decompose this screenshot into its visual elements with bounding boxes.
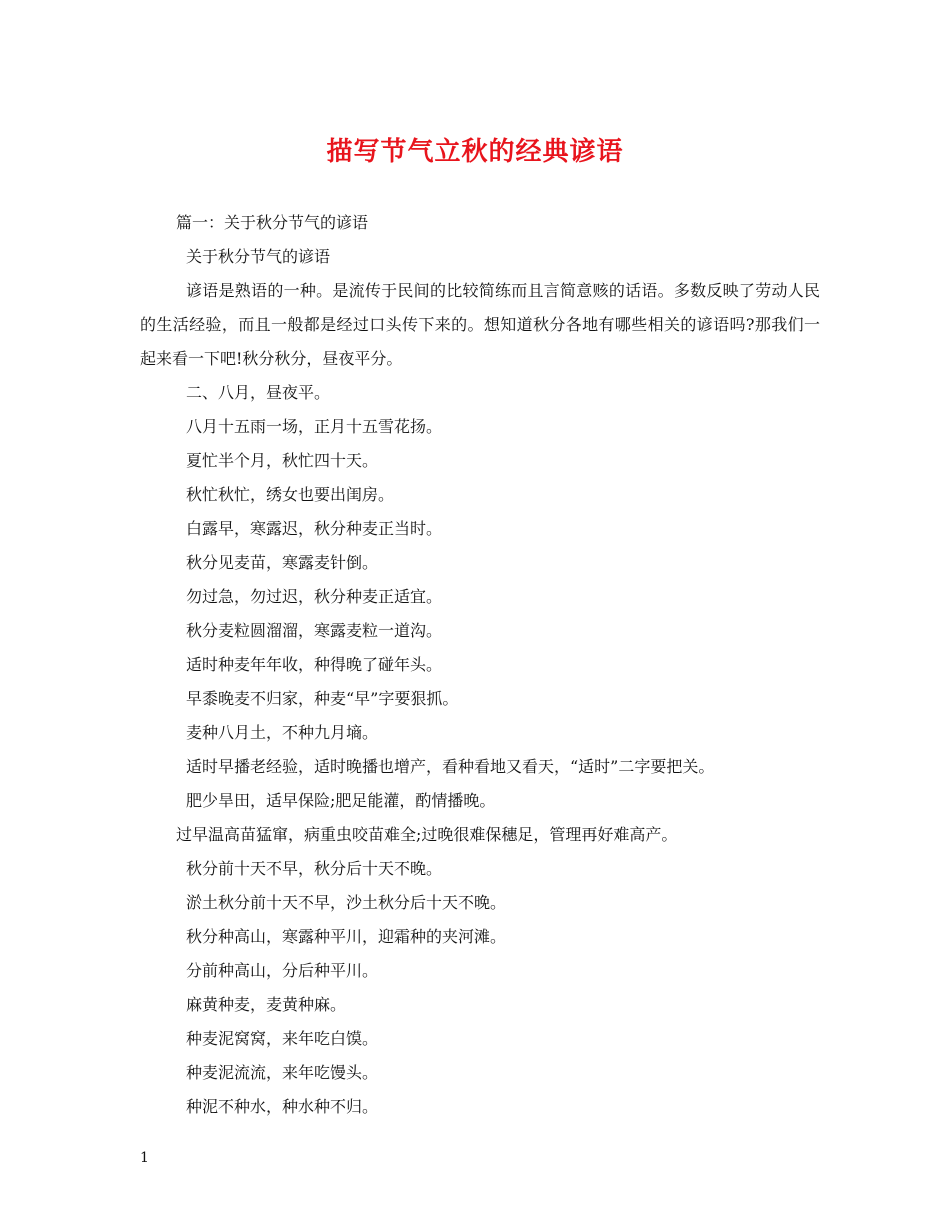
proverb-line: 秋忙秋忙，绣女也要出闺房。 [186,485,395,504]
proverb-line: 种泥不种水，种水种不归。 [186,1097,379,1116]
proverb-line: 勿过急，勿过迟，秋分种麦正适宜。 [186,587,443,606]
proverb-line: 麻黄种麦，麦黄种麻。 [186,995,347,1014]
proverb-line: 白露早，寒露迟，秋分种麦正当时。 [186,519,443,538]
sub-heading: 关于秋分节气的谚语 [186,247,331,266]
document-body [140,206,820,1124]
proverb-line: 二、八月，昼夜平。 [186,383,331,402]
proverb-line: 肥少旱田，适早保险;肥足能灌，酌情播晚。 [186,791,496,810]
proverb-line: 秋分种高山，寒露种平川，迎霜种的夹河滩。 [186,927,507,946]
page-number: 1 [140,1150,149,1166]
proverb-line: 夏忙半个月，秋忙四十天。 [186,451,379,470]
proverb-line-outdented: 过早温高苗猛窜，病重虫咬苗难全;过晚很难保穗足，管理再好难高产。 [176,825,678,844]
proverb-line: 秋分见麦苗，寒露麦针倒。 [186,553,379,572]
document-title: 描写节气立秋的经典谚语 [326,137,624,167]
proverb-line: 适时种麦年年收，种得晚了碰年头。 [186,655,443,674]
proverb-line: 分前种高山，分后种平川。 [186,961,379,980]
proverb-line: 八月十五雨一场，正月十五雪花扬。 [186,417,443,436]
proverb-line: 秋分麦粒圆溜溜，寒露麦粒一道沟。 [186,621,443,640]
intro-paragraph: 谚语是熟语的一种。是流传于民间的比较简练而且言简意赅的话语。多数反映了劳动人民的生活经验，而且一般都是经过口头传下来的。想知道秋分各地有哪些相关的谚语吗?那我们一起来看一下吧!秋分秋分，昼夜平分。 [140,281,820,368]
proverb-line: 淤土秋分前十天不早，沙土秋分后十天不晚。 [186,893,507,912]
proverb-line: 麦种八月土，不种九月墒。 [186,723,379,742]
proverb-line: 种麦泥流流，来年吃馒头。 [186,1063,379,1082]
proverb-line: 种麦泥窝窝，来年吃白馍。 [186,1029,379,1048]
proverb-line: 秋分前十天不早，秋分后十天不晚。 [186,859,443,878]
proverb-line: 早黍晚麦不归家，种麦“早”字要狠抓。 [186,689,459,708]
proverb-line: 适时早播老经验，适时晚播也增产，看种看地又看天，“适时”二字要把关。 [186,757,715,776]
section-heading: 篇一：关于秋分节气的谚语 [176,213,369,232]
